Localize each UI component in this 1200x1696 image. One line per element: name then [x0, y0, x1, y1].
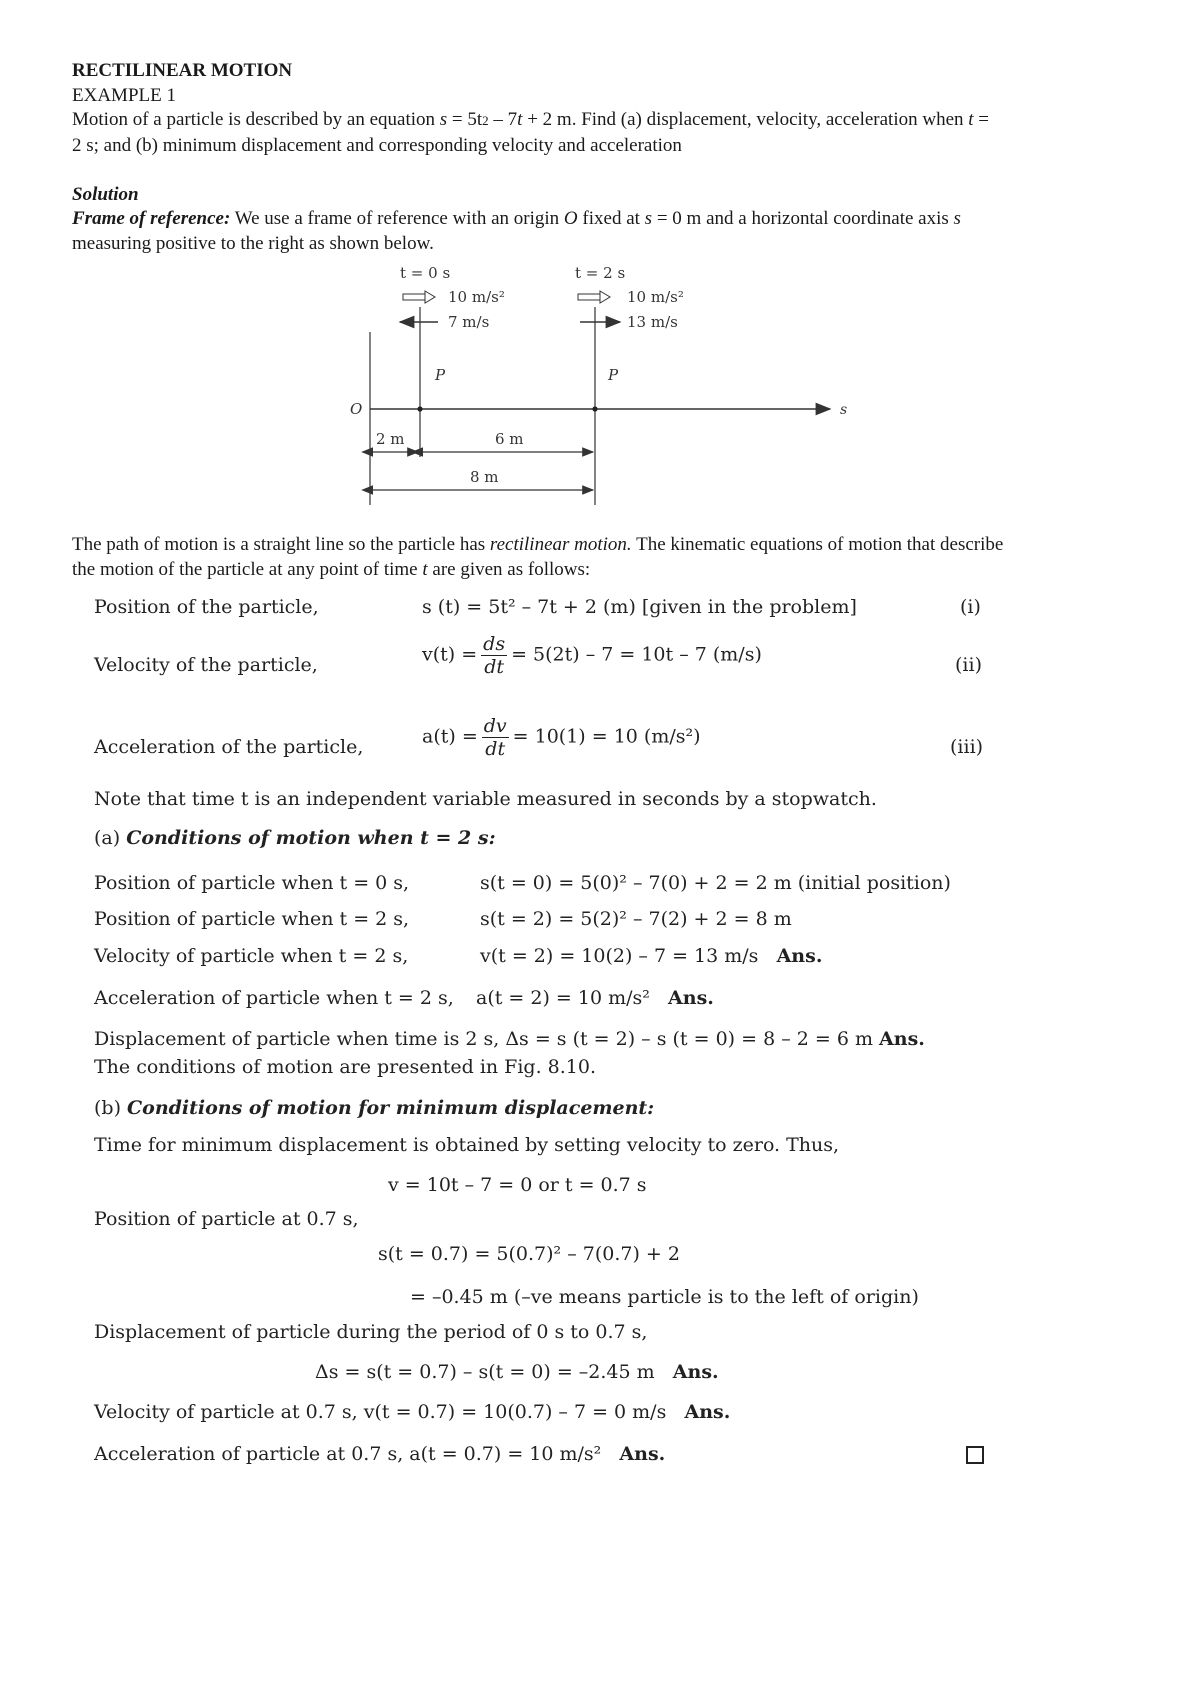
part-a-row-3-eq: v(t = 2) = 10(2) – 7 = 13 m/s Ans. [480, 945, 823, 967]
dim-8m-label: 8 m [470, 468, 499, 486]
part-a-row-2-eq: s(t = 2) = 5(2)² – 7(2) + 2 = 8 m [480, 908, 792, 930]
velocity-eq-label: Velocity of the particle, [94, 654, 318, 676]
axis-label: s [840, 402, 848, 418]
particle-point-t2 [592, 406, 597, 411]
velocity-t0: 7 m/s [448, 313, 490, 331]
path-of-motion-text: The path of motion is a straight line so the particle has rectilinear motion. The kinematic equations of motion that describe the motion of the particle at any point of time t are given as follows: [72, 534, 1004, 580]
dv-dt-fraction: $\frac{dv}{dt}$ [483, 715, 507, 760]
velocity-eq: v(t) = $\frac{ds}{dt}$ = 5(2t) – 7 = 10t – 7 (m/s) [422, 633, 762, 678]
example-label: EXAMPLE 1 [72, 85, 176, 106]
particle-label-2: P [608, 366, 619, 384]
frame-diagram [330, 262, 870, 512]
acceleration-t0: 10 m/s² [448, 288, 505, 306]
ds-dt-fraction: $\frac{ds}{dt}$ [483, 633, 506, 678]
part-a-displacement: Displacement of particle when time is 2 s, Δs = s (t = 2) – s (t = 0) = 8 – 2 = 6 m Ans. [94, 1028, 925, 1050]
particle-point-t0 [417, 406, 422, 411]
acceleration-eq: a(t) = $\frac{dv}{dt}$ = 10(1) = 10 (m/s²) [422, 715, 701, 760]
t2-label: t = 2 s [575, 264, 626, 282]
part-b-velocity: Velocity of particle at 0.7 s, v(t = 0.7) = 10(0.7) – 7 = 0 m/s Ans. [94, 1401, 731, 1423]
part-b-position-label: Position of particle at 0.7 s, [94, 1208, 359, 1230]
part-b-heading: (b) Conditions of motion for minimum displacement: [94, 1097, 655, 1119]
acceleration-arrow-t0 [403, 291, 435, 303]
t0-label: t = 0 s [400, 264, 451, 282]
particle-label-1: P [435, 366, 446, 384]
velocity-t2: 13 m/s [627, 313, 678, 331]
acceleration-t2: 10 m/s² [627, 288, 684, 306]
section-title: RECTILINEAR MOTION [72, 60, 293, 81]
part-b-position-result: = –0.45 m (–ve means particle is to the left of origin) [410, 1286, 919, 1308]
part-a-heading: (a) Conditions of motion when t = 2 s: [94, 827, 496, 849]
part-a-figure-ref: The conditions of motion are presented in Fig. 8.10. [94, 1056, 597, 1078]
position-eq-label: Position of the particle, [94, 596, 319, 618]
part-a-row-4-label: Acceleration of particle when t = 2 s, [94, 987, 454, 1009]
end-of-proof-square-icon [966, 1446, 984, 1464]
part-b-time-eq: v = 10t – 7 = 0 or t = 0.7 s [388, 1174, 647, 1196]
problem-statement: Motion of a particle is described by an equation s = 5t2 – 7t + 2 m. Find (a) displacement, velocity, acceleration when t = 2 s; and (b) minimum displacement and corresponding velocity and acceleration [72, 109, 990, 156]
solution-label: Solution [72, 184, 139, 205]
origin-label: O [350, 400, 363, 418]
part-a-row-3-label: Velocity of particle when t = 2 s, [94, 945, 409, 967]
velocity-eq-tag: (ii) [955, 654, 982, 676]
part-a-row-4-eq: a(t = 2) = 10 m/s² Ans. [476, 987, 714, 1009]
acceleration-eq-tag: (iii) [950, 736, 984, 758]
dim-6m-label: 6 m [495, 430, 524, 448]
position-eq: s (t) = 5t² – 7t + 2 (m) [given in the problem] [422, 596, 857, 618]
acceleration-arrow-t2 [578, 291, 610, 303]
dim-2m-label: 2 m [376, 430, 405, 448]
position-eq-tag: (i) [960, 596, 981, 618]
part-b-time-text: Time for minimum displacement is obtained by setting velocity to zero. Thus, [94, 1134, 840, 1156]
acceleration-eq-label: Acceleration of the particle, [94, 736, 364, 758]
note-text: Note that time t is an independent variable measured in seconds by a stopwatch. [94, 788, 877, 810]
part-b-position-eq: s(t = 0.7) = 5(0.7)² – 7(0.7) + 2 [378, 1243, 680, 1265]
part-b-displacement-label: Displacement of particle during the period of 0 s to 0.7 s, [94, 1321, 648, 1343]
part-a-row-2-label: Position of particle when t = 2 s, [94, 908, 410, 930]
part-b-acceleration: Acceleration of particle at 0.7 s, a(t = 0.7) = 10 m/s² Ans. [94, 1443, 666, 1465]
part-a-row-1-eq: s(t = 0) = 5(0)² – 7(0) + 2 = 2 m (initial position) [480, 872, 951, 894]
part-b-displacement-eq: Δs = s(t = 0.7) – s(t = 0) = –2.45 m Ans. [315, 1361, 719, 1383]
frame-of-reference-text: Frame of reference: We use a frame of reference with an origin O fixed at s = 0 m and a horizontal coordinate axis s measuring positive to the right as shown below. [72, 208, 961, 254]
part-a-row-1-label: Position of particle when t = 0 s, [94, 872, 410, 894]
